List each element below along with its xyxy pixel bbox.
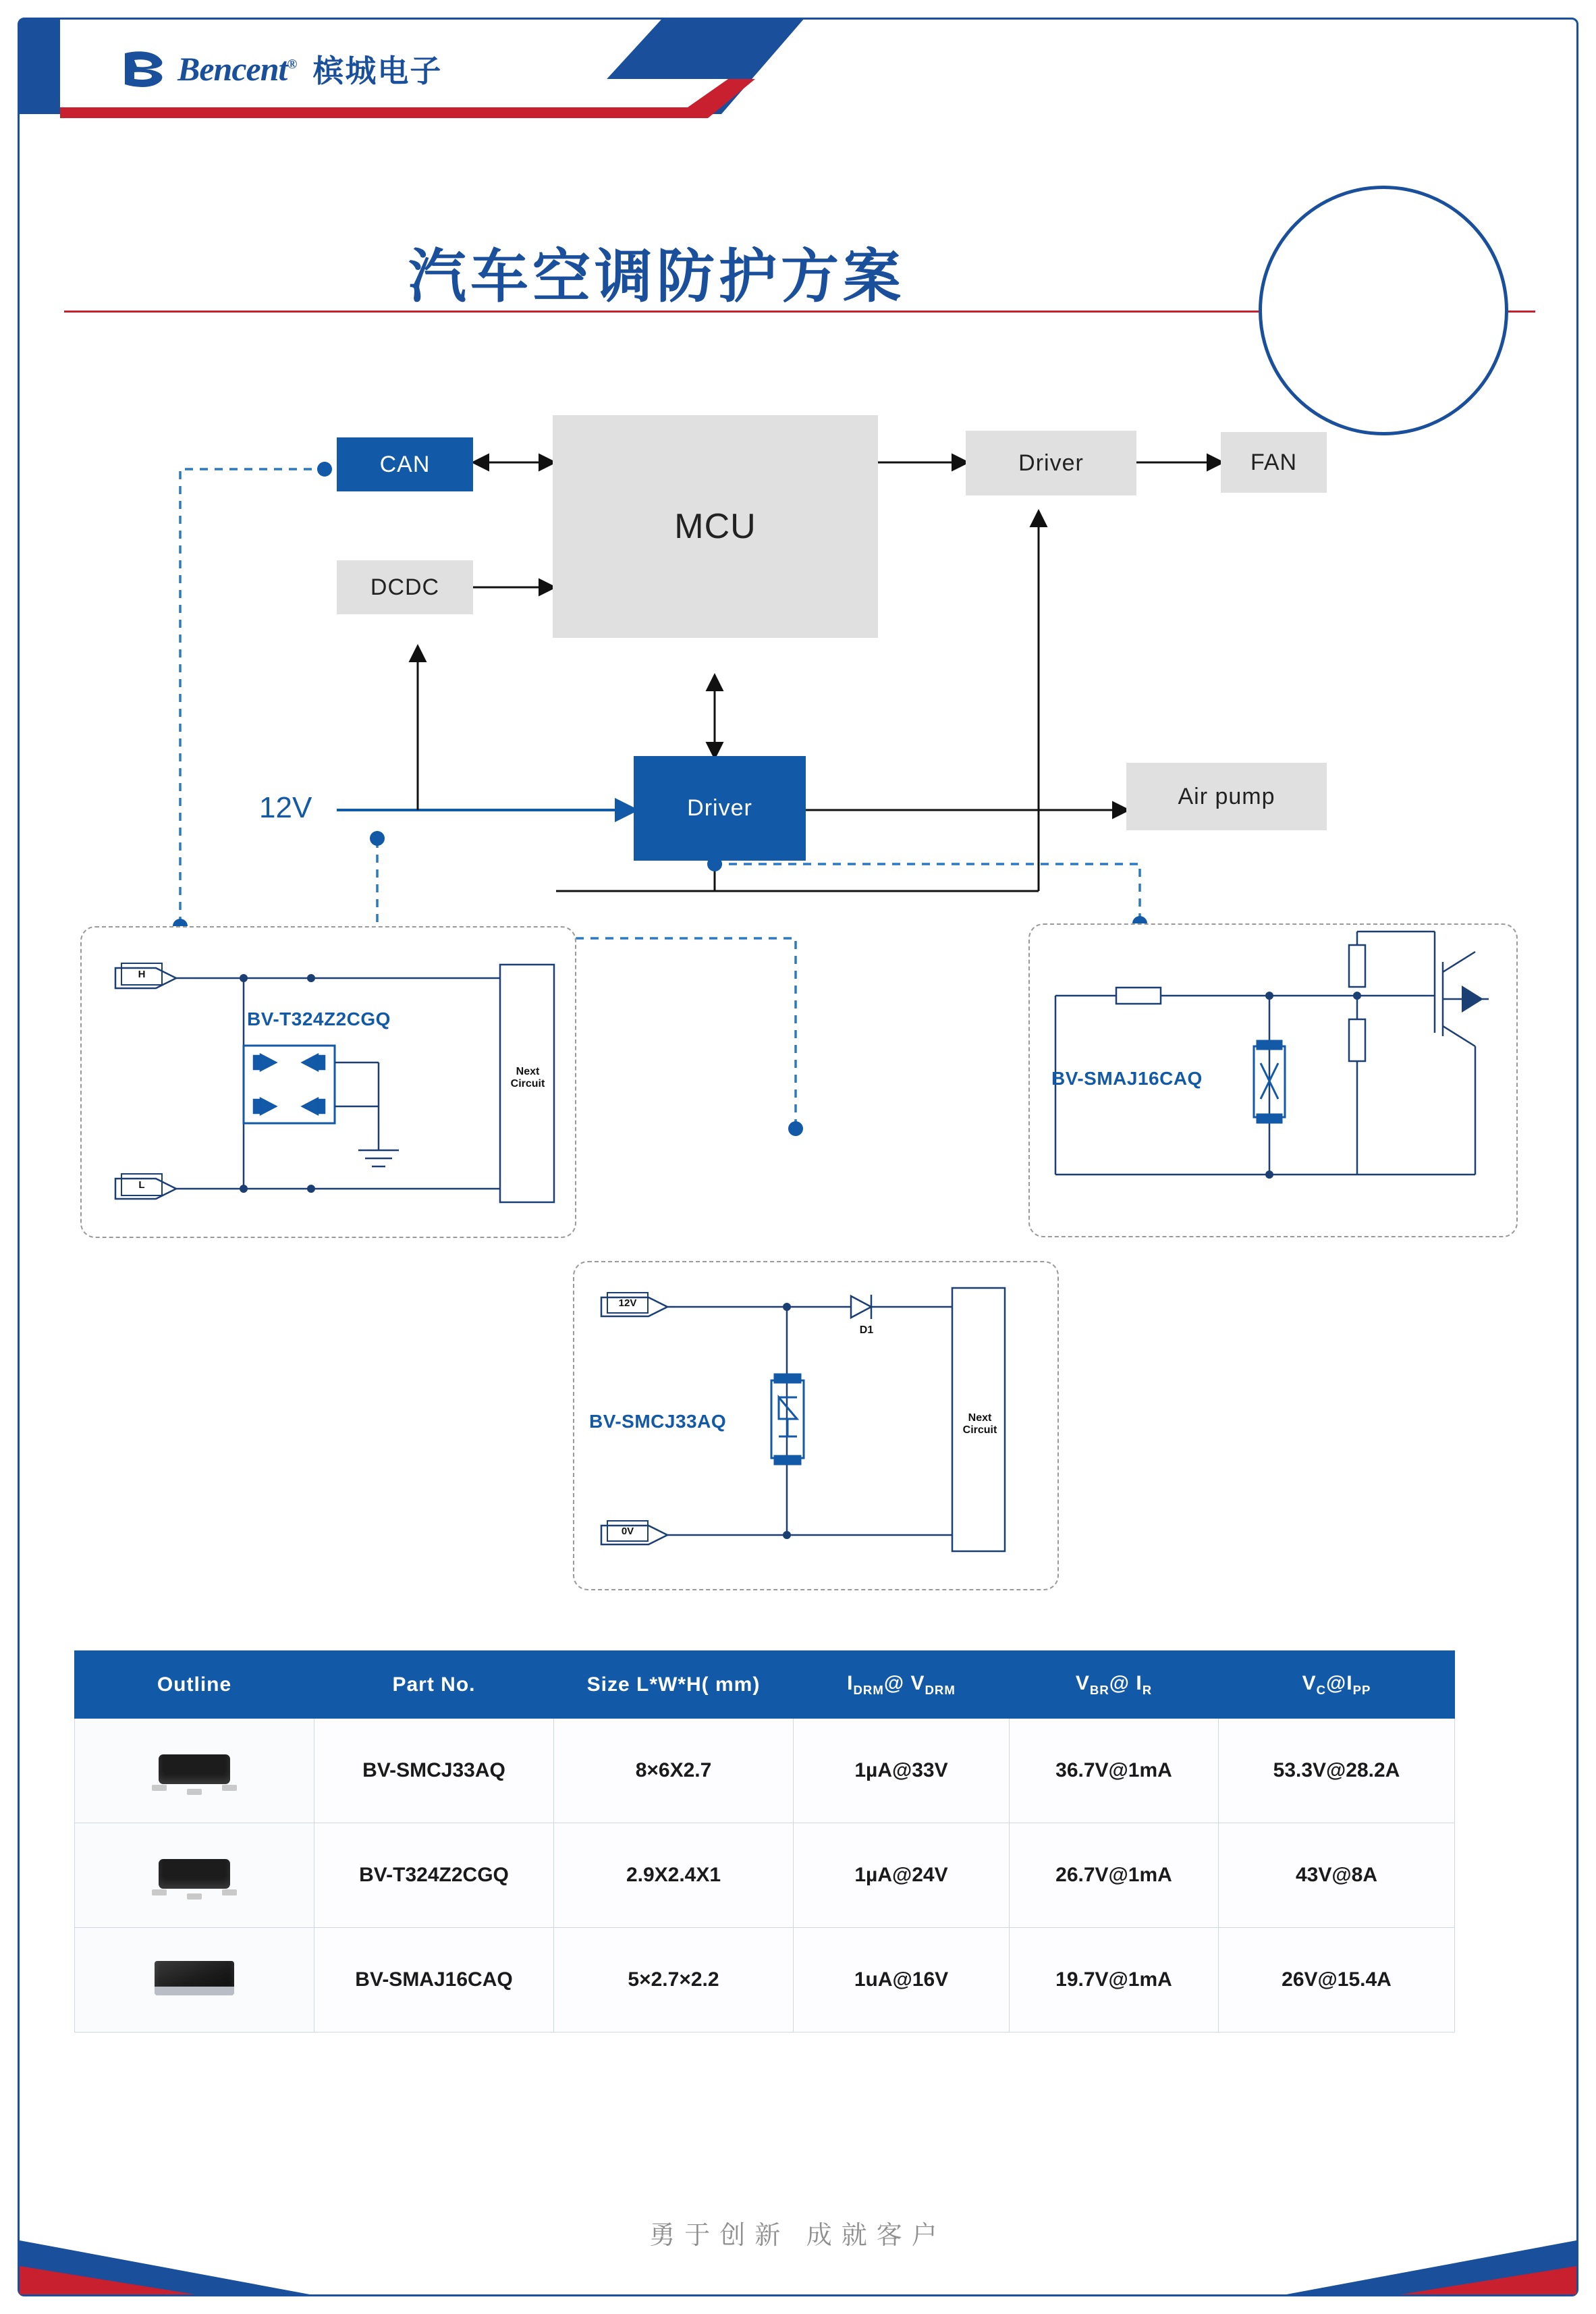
footer-slogan: 勇于创新 成就客户 [649, 2222, 947, 2250]
sot23-package-icon [144, 1744, 245, 1798]
part-no-cell: BV-SMAJ16CAQ [314, 1928, 554, 2033]
size-cell: 5×2.7×2.2 [554, 1928, 794, 2033]
smaj-package-icon [144, 1953, 245, 2007]
next-circuit-label-bottom [956, 1412, 1003, 1437]
bencent-logo-icon [121, 48, 168, 90]
next-circuit-bottom-line2: Circuit [962, 1424, 997, 1436]
table-row [75, 1928, 1455, 2033]
diode-ref-d1: D1 [859, 1324, 874, 1336]
page-title: 汽车空调防护方案 [408, 244, 905, 309]
schematic-panel-right [1028, 923, 1518, 1237]
block-dcdc: DCDC [337, 560, 473, 614]
idrm-cell: 1uA@16V [794, 1928, 1010, 2033]
size-cell: 2.9X2.4X1 [554, 1823, 794, 1928]
specification-table-wrap [74, 1650, 1454, 2033]
logo-chinese-name: 槟城电子 [312, 53, 443, 88]
vc-cell: 26V@15.4A [1219, 1928, 1455, 2033]
block-air-pump: Air pump [1126, 763, 1327, 830]
outline-cell [75, 1928, 314, 2033]
vbr-cell: 19.7V@1mA [1010, 1928, 1219, 2033]
pin-label-h: H [121, 963, 163, 986]
next-circuit-label-left [503, 1066, 552, 1091]
outline-cell [75, 1719, 314, 1823]
pin-label-l: L [121, 1173, 163, 1196]
part-no-cell: BV-T324Z2CGQ [314, 1823, 554, 1928]
col-vc: $V_C@I_{PP}$ [1219, 1651, 1455, 1719]
sot23-package-icon [144, 1848, 245, 1902]
col-part-no: Part No. [314, 1651, 554, 1719]
schematic-panel-left [80, 926, 576, 1238]
block-driver-pump: Driver [634, 756, 806, 861]
footer-left-decoration [20, 2193, 397, 2294]
col-vbr: $V_{BR}@$ $I_R$ [1010, 1651, 1219, 1719]
part-label-bv-smaj16caq: BV-SMAJ16CAQ [1051, 1068, 1203, 1089]
next-circuit-bottom-line1: Next [968, 1412, 992, 1424]
block-can: CAN [337, 437, 473, 491]
col-idrm: $I_{DRM}@$ $V_{DRM}$ [794, 1651, 1010, 1719]
vc-cell: 43V@8A [1219, 1823, 1455, 1928]
outline-cell [75, 1823, 314, 1928]
company-logo [121, 47, 442, 91]
col-size: Size L*W*H( mm) [554, 1651, 794, 1719]
supply-label-12v: 12V [259, 791, 312, 824]
table-row [75, 1823, 1455, 1928]
col-outline: Outline [75, 1651, 314, 1719]
block-fan: FAN [1221, 432, 1327, 493]
application-block-diagram [20, 338, 1576, 1620]
idrm-cell: 1µA@24V [794, 1823, 1010, 1928]
pin-label-0v: 0V [607, 1520, 649, 1542]
next-circuit-line2: Circuit [510, 1078, 545, 1090]
size-cell: 8×6X2.7 [554, 1719, 794, 1823]
page-header [20, 20, 1576, 188]
schematic-panel-bottom [573, 1261, 1059, 1590]
next-circuit-line1: Next [516, 1066, 540, 1077]
specification-table [74, 1650, 1455, 2033]
vc-cell: 53.3V@28.2A [1219, 1719, 1455, 1823]
part-label-bv-t324z2cgq: BV-T324Z2CGQ [247, 1008, 391, 1029]
table-header-row [75, 1651, 1455, 1719]
logo-wordmark [177, 49, 296, 88]
table-row [75, 1719, 1455, 1823]
block-mcu: MCU [553, 415, 878, 638]
pin-label-12v: 12V [607, 1292, 649, 1314]
logo-text-label: Bencent [177, 50, 287, 88]
footer-right-decoration [1199, 2193, 1576, 2294]
idrm-cell: 1µA@33V [794, 1719, 1010, 1823]
part-label-bv-smcj33aq: BV-SMCJ33AQ [589, 1411, 727, 1432]
vbr-cell: 26.7V@1mA [1010, 1823, 1219, 1928]
part-no-cell: BV-SMCJ33AQ [314, 1719, 554, 1823]
registered-mark: ® [287, 57, 297, 72]
vbr-cell: 36.7V@1mA [1010, 1719, 1219, 1823]
block-driver-fan: Driver [966, 431, 1136, 495]
